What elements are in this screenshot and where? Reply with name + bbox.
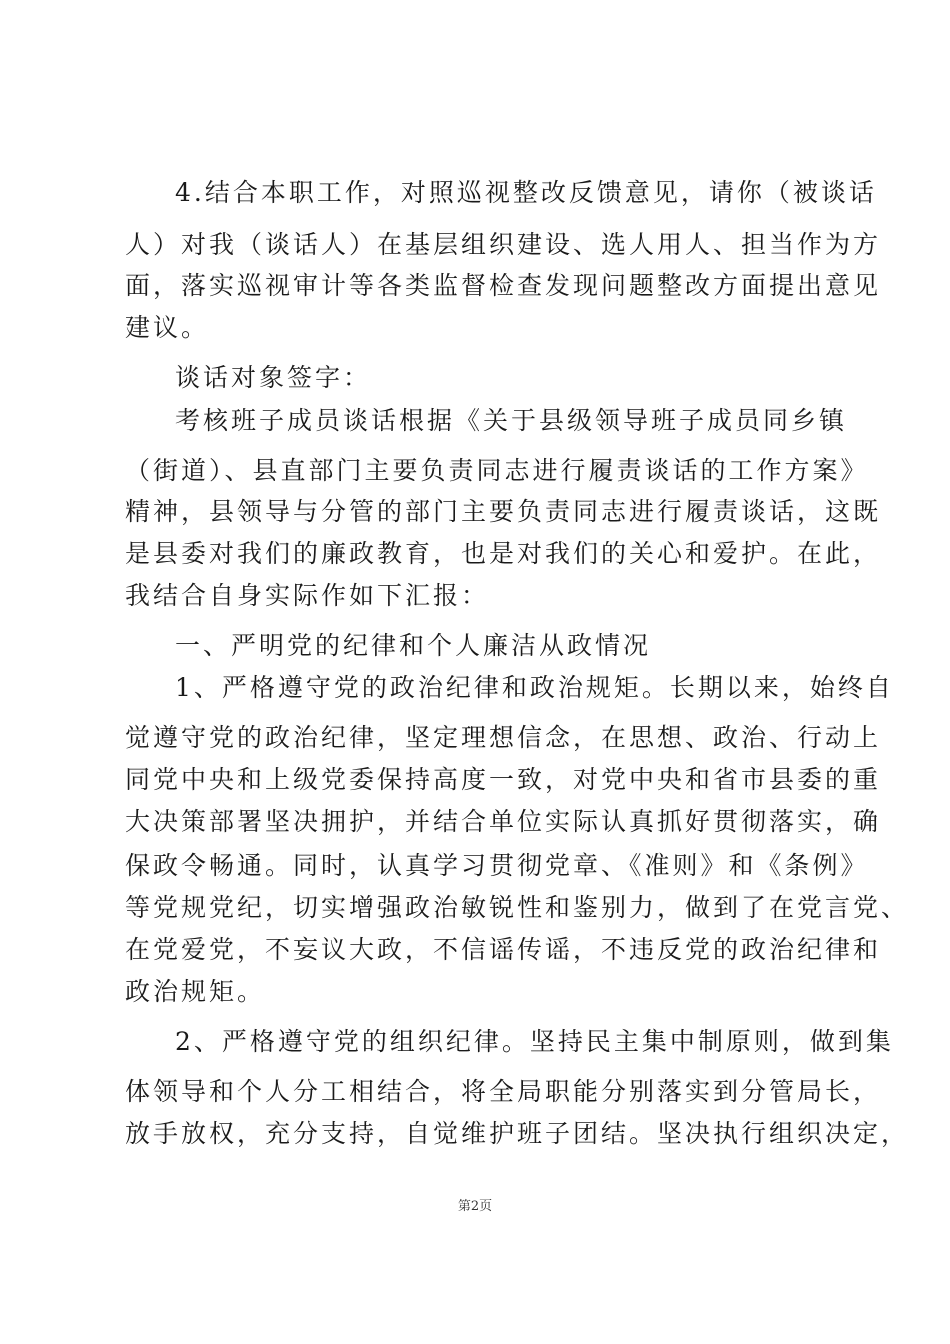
text-line: 面，落实巡视审计等各类监督检查发现问题整改方面提出意见 [125,271,882,300]
text-line: 放手放权，充分支持，自觉维护班子团结。坚决执行组织决定， [125,1119,910,1148]
text-line: 等党规党纪，切实增强政治敏锐性和鉴别力，做到了在党言党、 [125,893,910,922]
text-line: 政治规矩。 [125,977,266,1006]
text-line: 4.结合本职工作，对照巡视整改反馈意见，请你（被谈话 [175,178,877,207]
text-line: 体领导和个人分工相结合，将全局职能分别落实到分管局长， [125,1077,882,1106]
text-line: 是县委对我们的廉政教育，也是对我们的关心和爱护。在此， [125,539,882,568]
text-line: 保政令畅通。同时，认真学习贯彻党章、《准则》和《条例》 [125,851,869,880]
text-line: 1、严格遵守党的政治纪律和政治规矩。长期以来，始终自 [175,673,894,702]
section-heading: 一、严明党的纪律和个人廉洁从政情况 [175,631,652,660]
text-line: 人）对我（谈话人）在基层组织建设、选人用人、担当作为方 [125,230,882,259]
text-line: 建议。 [125,313,210,342]
text-line: 我结合自身实际作如下汇报： [125,581,490,610]
text-line: 同党中央和上级党委保持高度一致，对党中央和省市县委的重 [125,765,882,794]
text-line: 在党爱党，不妄议大政，不信谣传谣，不违反党的政治纪律和 [125,935,882,964]
page-number: 第2页 [457,1199,493,1214]
text-line: 谈话对象签字： [175,363,372,392]
text-line: 2、严格遵守党的组织纪律。坚持民主集中制原则，做到集 [175,1027,894,1056]
text-line: 觉遵守党的政治纪律，坚定理想信念，在思想、政治、行动上 [125,723,882,752]
text-line: （街道）、县直部门主要负责同志进行履责谈话的工作方案》 [125,456,869,485]
text-line: 精神，县领导与分管的部门主要负责同志进行履责谈话，这既 [125,497,882,526]
text-line: 考核班子成员谈话根据《关于县级领导班子成员同乡镇 [175,406,848,435]
text-line: 大决策部署坚决拥护，并结合单位实际认真抓好贯彻落实，确 [125,807,882,836]
